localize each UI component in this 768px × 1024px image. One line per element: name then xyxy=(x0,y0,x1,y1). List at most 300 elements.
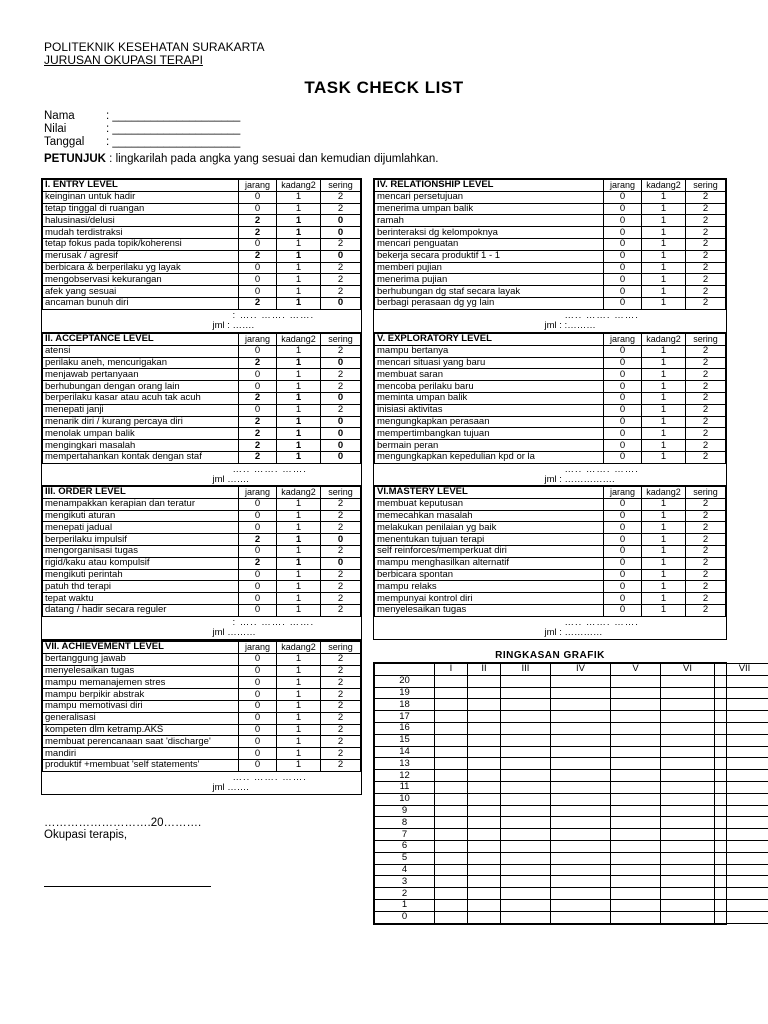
score-cell[interactable]: 1 xyxy=(277,191,321,203)
score-cell[interactable]: 1 xyxy=(277,557,321,569)
graph-cell[interactable] xyxy=(661,687,715,699)
score-cell[interactable]: 1 xyxy=(277,428,321,440)
score-cell[interactable]: 0 xyxy=(239,510,277,522)
graph-cell[interactable] xyxy=(551,899,611,911)
score-cell[interactable]: 2 xyxy=(239,557,277,569)
graph-cell[interactable] xyxy=(435,675,468,687)
graph-cell[interactable] xyxy=(715,734,768,746)
graph-cell[interactable] xyxy=(611,829,661,841)
graph-cell[interactable] xyxy=(715,840,768,852)
score-cell[interactable]: 2 xyxy=(321,404,361,416)
graph-cell[interactable] xyxy=(435,852,468,864)
graph-cell[interactable] xyxy=(551,840,611,852)
graph-cell[interactable] xyxy=(611,817,661,829)
score-cell[interactable]: 0 xyxy=(321,440,361,452)
graph-cell[interactable] xyxy=(661,793,715,805)
graph-cell[interactable] xyxy=(661,699,715,711)
total-label[interactable]: jml : ……. xyxy=(212,319,255,331)
graph-cell[interactable] xyxy=(715,711,768,723)
score-cell[interactable]: 2 xyxy=(239,227,277,239)
graph-cell[interactable] xyxy=(551,699,611,711)
graph-cell[interactable] xyxy=(468,734,501,746)
score-cell[interactable]: 2 xyxy=(321,736,361,748)
score-cell[interactable]: 2 xyxy=(686,345,726,357)
graph-cell[interactable] xyxy=(661,711,715,723)
score-cell[interactable]: 1 xyxy=(277,238,321,250)
graph-cell[interactable] xyxy=(551,675,611,687)
total-label[interactable]: jml ……… xyxy=(212,626,256,638)
score-cell[interactable]: 2 xyxy=(321,522,361,534)
score-cell[interactable]: 2 xyxy=(686,404,726,416)
score-cell[interactable]: 0 xyxy=(604,227,642,239)
graph-cell[interactable] xyxy=(715,817,768,829)
graph-cell[interactable] xyxy=(551,711,611,723)
score-cell[interactable]: 0 xyxy=(239,286,277,298)
graph-cell[interactable] xyxy=(611,758,661,770)
graph-cell[interactable] xyxy=(468,758,501,770)
graph-cell[interactable] xyxy=(715,793,768,805)
score-cell[interactable]: 2 xyxy=(686,381,726,393)
score-cell[interactable]: 1 xyxy=(642,604,686,616)
score-cell[interactable]: 2 xyxy=(321,238,361,250)
score-cell[interactable]: 1 xyxy=(277,381,321,393)
graph-cell[interactable] xyxy=(551,770,611,782)
score-cell[interactable]: 2 xyxy=(239,451,277,463)
graph-cell[interactable] xyxy=(611,876,661,888)
score-cell[interactable]: 0 xyxy=(239,262,277,274)
graph-cell[interactable] xyxy=(611,711,661,723)
score-cell[interactable]: 2 xyxy=(321,759,361,771)
score-cell[interactable]: 1 xyxy=(642,392,686,404)
graph-cell[interactable] xyxy=(435,829,468,841)
score-cell[interactable]: 0 xyxy=(604,522,642,534)
score-cell[interactable]: 0 xyxy=(321,357,361,369)
score-cell[interactable]: 0 xyxy=(239,274,277,286)
score-cell[interactable]: 1 xyxy=(277,759,321,771)
graph-cell[interactable] xyxy=(468,770,501,782)
score-cell[interactable]: 1 xyxy=(642,581,686,593)
score-cell[interactable]: 2 xyxy=(686,274,726,286)
score-cell[interactable]: 0 xyxy=(604,604,642,616)
graph-cell[interactable] xyxy=(551,781,611,793)
graph-cell[interactable] xyxy=(715,864,768,876)
score-cell[interactable]: 2 xyxy=(686,522,726,534)
graph-cell[interactable] xyxy=(435,699,468,711)
graph-cell[interactable] xyxy=(661,864,715,876)
score-cell[interactable]: 1 xyxy=(277,534,321,546)
score-cell[interactable]: 2 xyxy=(686,416,726,428)
score-cell[interactable]: 1 xyxy=(642,428,686,440)
score-cell[interactable]: 1 xyxy=(277,203,321,215)
score-cell[interactable]: 1 xyxy=(277,416,321,428)
score-cell[interactable]: 2 xyxy=(321,604,361,616)
score-cell[interactable]: 0 xyxy=(604,250,642,262)
graph-cell[interactable] xyxy=(501,675,551,687)
score-cell[interactable]: 1 xyxy=(277,357,321,369)
score-cell[interactable]: 0 xyxy=(604,534,642,546)
graph-cell[interactable] xyxy=(661,675,715,687)
score-cell[interactable]: 0 xyxy=(239,545,277,557)
graph-cell[interactable] xyxy=(661,840,715,852)
score-cell[interactable]: 1 xyxy=(642,262,686,274)
graph-cell[interactable] xyxy=(435,687,468,699)
graph-cell[interactable] xyxy=(551,793,611,805)
score-cell[interactable]: 2 xyxy=(686,510,726,522)
score-cell[interactable]: 0 xyxy=(321,428,361,440)
graph-cell[interactable] xyxy=(661,852,715,864)
score-cell[interactable]: 2 xyxy=(321,345,361,357)
graph-cell[interactable] xyxy=(551,829,611,841)
score-cell[interactable]: 0 xyxy=(604,428,642,440)
graph-cell[interactable] xyxy=(661,911,715,923)
score-cell[interactable]: 0 xyxy=(321,297,361,309)
score-cell[interactable]: 0 xyxy=(239,604,277,616)
score-cell[interactable]: 1 xyxy=(277,451,321,463)
score-cell[interactable]: 0 xyxy=(604,416,642,428)
graph-cell[interactable] xyxy=(501,876,551,888)
score-cell[interactable]: 1 xyxy=(277,262,321,274)
score-cell[interactable]: 2 xyxy=(239,416,277,428)
field-nama[interactable] xyxy=(44,110,240,122)
graph-cell[interactable] xyxy=(611,899,661,911)
graph-cell[interactable] xyxy=(501,746,551,758)
score-cell[interactable]: 2 xyxy=(321,262,361,274)
score-cell[interactable]: 1 xyxy=(642,203,686,215)
score-cell[interactable]: 1 xyxy=(277,665,321,677)
graph-cell[interactable] xyxy=(501,699,551,711)
total-label[interactable]: jml : ……………. xyxy=(544,473,615,485)
graph-cell[interactable] xyxy=(661,817,715,829)
score-cell[interactable]: 2 xyxy=(239,534,277,546)
score-cell[interactable]: 2 xyxy=(686,357,726,369)
score-cell[interactable]: 2 xyxy=(686,392,726,404)
graph-cell[interactable] xyxy=(715,829,768,841)
score-cell[interactable]: 2 xyxy=(321,665,361,677)
score-cell[interactable]: 0 xyxy=(604,191,642,203)
score-cell[interactable]: 0 xyxy=(239,724,277,736)
graph-cell[interactable] xyxy=(468,687,501,699)
graph-cell[interactable] xyxy=(715,876,768,888)
score-cell[interactable]: 1 xyxy=(642,297,686,309)
score-cell[interactable]: 1 xyxy=(277,392,321,404)
score-cell[interactable]: 0 xyxy=(239,369,277,381)
score-cell[interactable]: 2 xyxy=(686,428,726,440)
score-cell[interactable]: 2 xyxy=(321,712,361,724)
score-cell[interactable]: 0 xyxy=(239,203,277,215)
graph-cell[interactable] xyxy=(468,722,501,734)
score-cell[interactable]: 1 xyxy=(642,569,686,581)
score-cell[interactable]: 2 xyxy=(321,274,361,286)
graph-cell[interactable] xyxy=(435,781,468,793)
graph-cell[interactable] xyxy=(468,899,501,911)
score-cell[interactable]: 1 xyxy=(277,510,321,522)
graph-cell[interactable] xyxy=(661,876,715,888)
graph-cell[interactable] xyxy=(661,770,715,782)
score-cell[interactable]: 0 xyxy=(239,689,277,701)
graph-cell[interactable] xyxy=(661,888,715,900)
score-cell[interactable]: 2 xyxy=(321,369,361,381)
graph-cell[interactable] xyxy=(611,781,661,793)
graph-cell[interactable] xyxy=(501,911,551,923)
score-cell[interactable]: 0 xyxy=(604,203,642,215)
graph-cell[interactable] xyxy=(468,829,501,841)
graph-cell[interactable] xyxy=(715,722,768,734)
score-cell[interactable]: 1 xyxy=(277,297,321,309)
graph-cell[interactable] xyxy=(468,711,501,723)
graph-cell[interactable] xyxy=(468,817,501,829)
score-cell[interactable]: 2 xyxy=(321,748,361,760)
graph-cell[interactable] xyxy=(501,888,551,900)
score-cell[interactable]: 2 xyxy=(321,677,361,689)
graph-cell[interactable] xyxy=(611,864,661,876)
graph-cell[interactable] xyxy=(611,687,661,699)
graph-cell[interactable] xyxy=(551,852,611,864)
graph-cell[interactable] xyxy=(435,817,468,829)
score-cell[interactable]: 1 xyxy=(642,238,686,250)
graph-cell[interactable] xyxy=(611,734,661,746)
score-cell[interactable]: 0 xyxy=(321,534,361,546)
score-cell[interactable]: 2 xyxy=(321,724,361,736)
score-cell[interactable]: 0 xyxy=(239,700,277,712)
graph-cell[interactable] xyxy=(715,899,768,911)
graph-cell[interactable] xyxy=(551,722,611,734)
score-cell[interactable]: 1 xyxy=(277,653,321,665)
graph-cell[interactable] xyxy=(501,864,551,876)
graph-cell[interactable] xyxy=(435,888,468,900)
score-cell[interactable]: 1 xyxy=(642,250,686,262)
score-cell[interactable]: 1 xyxy=(642,498,686,510)
score-cell[interactable]: 1 xyxy=(277,498,321,510)
score-cell[interactable]: 1 xyxy=(642,191,686,203)
score-cell[interactable]: 0 xyxy=(239,665,277,677)
score-cell[interactable]: 0 xyxy=(239,191,277,203)
graph-cell[interactable] xyxy=(468,805,501,817)
score-cell[interactable]: 2 xyxy=(686,569,726,581)
graph-cell[interactable] xyxy=(435,805,468,817)
score-cell[interactable]: 1 xyxy=(642,522,686,534)
score-cell[interactable]: 1 xyxy=(642,369,686,381)
graph-cell[interactable] xyxy=(551,734,611,746)
score-cell[interactable]: 1 xyxy=(277,215,321,227)
graph-cell[interactable] xyxy=(501,734,551,746)
score-cell[interactable]: 0 xyxy=(239,712,277,724)
graph-cell[interactable] xyxy=(435,911,468,923)
score-cell[interactable]: 2 xyxy=(321,689,361,701)
graph-cell[interactable] xyxy=(435,758,468,770)
graph-cell[interactable] xyxy=(501,840,551,852)
score-cell[interactable]: 0 xyxy=(604,569,642,581)
graph-cell[interactable] xyxy=(468,864,501,876)
score-cell[interactable]: 1 xyxy=(642,440,686,452)
score-cell[interactable]: 2 xyxy=(686,191,726,203)
score-cell[interactable]: 2 xyxy=(686,581,726,593)
score-cell[interactable]: 2 xyxy=(321,700,361,712)
score-cell[interactable]: 2 xyxy=(686,593,726,605)
score-cell[interactable]: 0 xyxy=(239,677,277,689)
score-cell[interactable]: 2 xyxy=(686,262,726,274)
score-cell[interactable]: 2 xyxy=(686,451,726,463)
score-cell[interactable]: 2 xyxy=(686,227,726,239)
score-cell[interactable]: 1 xyxy=(277,522,321,534)
score-cell[interactable]: 0 xyxy=(604,545,642,557)
score-cell[interactable]: 0 xyxy=(604,297,642,309)
score-cell[interactable]: 0 xyxy=(321,392,361,404)
graph-cell[interactable] xyxy=(611,911,661,923)
score-cell[interactable]: 0 xyxy=(239,498,277,510)
graph-cell[interactable] xyxy=(661,781,715,793)
total-label[interactable]: jml ……. xyxy=(212,781,249,793)
score-cell[interactable]: 1 xyxy=(277,404,321,416)
graph-cell[interactable] xyxy=(661,899,715,911)
score-cell[interactable]: 0 xyxy=(321,250,361,262)
graph-cell[interactable] xyxy=(611,770,661,782)
graph-cell[interactable] xyxy=(468,911,501,923)
score-cell[interactable]: 2 xyxy=(686,297,726,309)
graph-cell[interactable] xyxy=(501,758,551,770)
graph-cell[interactable] xyxy=(611,805,661,817)
graph-cell[interactable] xyxy=(435,734,468,746)
graph-cell[interactable] xyxy=(435,770,468,782)
score-cell[interactable]: 1 xyxy=(277,736,321,748)
graph-cell[interactable] xyxy=(551,687,611,699)
score-cell[interactable]: 1 xyxy=(642,451,686,463)
graph-cell[interactable] xyxy=(715,911,768,923)
graph-cell[interactable] xyxy=(435,746,468,758)
graph-cell[interactable] xyxy=(468,852,501,864)
score-cell[interactable]: 0 xyxy=(604,557,642,569)
graph-cell[interactable] xyxy=(611,722,661,734)
score-cell[interactable]: 2 xyxy=(686,250,726,262)
graph-cell[interactable] xyxy=(435,711,468,723)
score-cell[interactable]: 2 xyxy=(321,203,361,215)
graph-cell[interactable] xyxy=(551,911,611,923)
graph-cell[interactable] xyxy=(435,864,468,876)
score-cell[interactable]: 1 xyxy=(277,440,321,452)
score-cell[interactable]: 0 xyxy=(321,215,361,227)
score-cell[interactable]: 1 xyxy=(277,545,321,557)
score-cell[interactable]: 0 xyxy=(604,357,642,369)
graph-cell[interactable] xyxy=(715,746,768,758)
score-cell[interactable]: 2 xyxy=(239,428,277,440)
score-cell[interactable]: 2 xyxy=(686,203,726,215)
score-cell[interactable]: 1 xyxy=(642,510,686,522)
graph-cell[interactable] xyxy=(551,888,611,900)
score-cell[interactable]: 1 xyxy=(277,274,321,286)
total-label[interactable]: jml : ………… xyxy=(544,626,603,638)
graph-cell[interactable] xyxy=(661,829,715,841)
score-cell[interactable]: 1 xyxy=(277,748,321,760)
score-cell[interactable]: 1 xyxy=(642,227,686,239)
graph-cell[interactable] xyxy=(715,781,768,793)
graph-cell[interactable] xyxy=(468,840,501,852)
score-cell[interactable]: 1 xyxy=(642,593,686,605)
graph-cell[interactable] xyxy=(501,793,551,805)
graph-cell[interactable] xyxy=(551,746,611,758)
score-cell[interactable]: 2 xyxy=(686,215,726,227)
score-cell[interactable]: 2 xyxy=(239,357,277,369)
score-cell[interactable]: 2 xyxy=(686,604,726,616)
graph-cell[interactable] xyxy=(551,876,611,888)
score-cell[interactable]: 1 xyxy=(277,286,321,298)
graph-cell[interactable] xyxy=(501,852,551,864)
score-cell[interactable]: 1 xyxy=(277,700,321,712)
score-cell[interactable]: 2 xyxy=(686,369,726,381)
score-cell[interactable]: 1 xyxy=(642,345,686,357)
field-tanggal[interactable] xyxy=(44,136,240,148)
score-cell[interactable]: 2 xyxy=(321,286,361,298)
graph-cell[interactable] xyxy=(435,876,468,888)
score-cell[interactable]: 2 xyxy=(239,392,277,404)
score-cell[interactable]: 0 xyxy=(239,593,277,605)
score-cell[interactable]: 0 xyxy=(604,215,642,227)
score-cell[interactable]: 0 xyxy=(604,440,642,452)
score-cell[interactable]: 1 xyxy=(642,357,686,369)
graph-cell[interactable] xyxy=(715,852,768,864)
score-cell[interactable]: 0 xyxy=(604,369,642,381)
graph-cell[interactable] xyxy=(501,829,551,841)
graph-cell[interactable] xyxy=(715,687,768,699)
score-cell[interactable]: 0 xyxy=(604,381,642,393)
score-cell[interactable]: 2 xyxy=(239,297,277,309)
graph-cell[interactable] xyxy=(501,817,551,829)
score-cell[interactable]: 1 xyxy=(642,545,686,557)
score-cell[interactable]: 2 xyxy=(686,440,726,452)
score-cell[interactable]: 0 xyxy=(604,581,642,593)
graph-cell[interactable] xyxy=(715,805,768,817)
score-cell[interactable]: 1 xyxy=(642,534,686,546)
graph-cell[interactable] xyxy=(501,711,551,723)
score-cell[interactable]: 2 xyxy=(321,593,361,605)
graph-cell[interactable] xyxy=(501,770,551,782)
score-cell[interactable]: 1 xyxy=(642,215,686,227)
score-cell[interactable]: 1 xyxy=(642,274,686,286)
score-cell[interactable]: 1 xyxy=(277,569,321,581)
score-cell[interactable]: 0 xyxy=(321,416,361,428)
score-cell[interactable]: 0 xyxy=(321,227,361,239)
graph-cell[interactable] xyxy=(551,805,611,817)
graph-cell[interactable] xyxy=(435,899,468,911)
score-cell[interactable]: 0 xyxy=(604,510,642,522)
graph-cell[interactable] xyxy=(468,699,501,711)
score-cell[interactable]: 2 xyxy=(321,569,361,581)
score-cell[interactable]: 1 xyxy=(642,286,686,298)
total-label[interactable]: jml ……. xyxy=(212,473,249,485)
score-cell[interactable]: 2 xyxy=(686,238,726,250)
graph-cell[interactable] xyxy=(611,675,661,687)
total-label[interactable]: jml : :……… xyxy=(544,319,596,331)
score-cell[interactable]: 2 xyxy=(321,545,361,557)
graph-cell[interactable] xyxy=(611,840,661,852)
graph-cell[interactable] xyxy=(715,699,768,711)
score-cell[interactable]: 2 xyxy=(239,440,277,452)
graph-cell[interactable] xyxy=(435,722,468,734)
score-cell[interactable]: 0 xyxy=(239,345,277,357)
score-cell[interactable]: 0 xyxy=(604,498,642,510)
graph-cell[interactable] xyxy=(611,793,661,805)
score-cell[interactable]: 0 xyxy=(604,593,642,605)
graph-cell[interactable] xyxy=(715,770,768,782)
score-cell[interactable]: 1 xyxy=(642,404,686,416)
graph-cell[interactable] xyxy=(715,758,768,770)
score-cell[interactable]: 1 xyxy=(277,227,321,239)
graph-cell[interactable] xyxy=(501,722,551,734)
graph-cell[interactable] xyxy=(661,746,715,758)
score-cell[interactable]: 0 xyxy=(239,736,277,748)
score-cell[interactable]: 2 xyxy=(686,534,726,546)
graph-cell[interactable] xyxy=(501,805,551,817)
graph-cell[interactable] xyxy=(611,746,661,758)
score-cell[interactable]: 2 xyxy=(686,557,726,569)
